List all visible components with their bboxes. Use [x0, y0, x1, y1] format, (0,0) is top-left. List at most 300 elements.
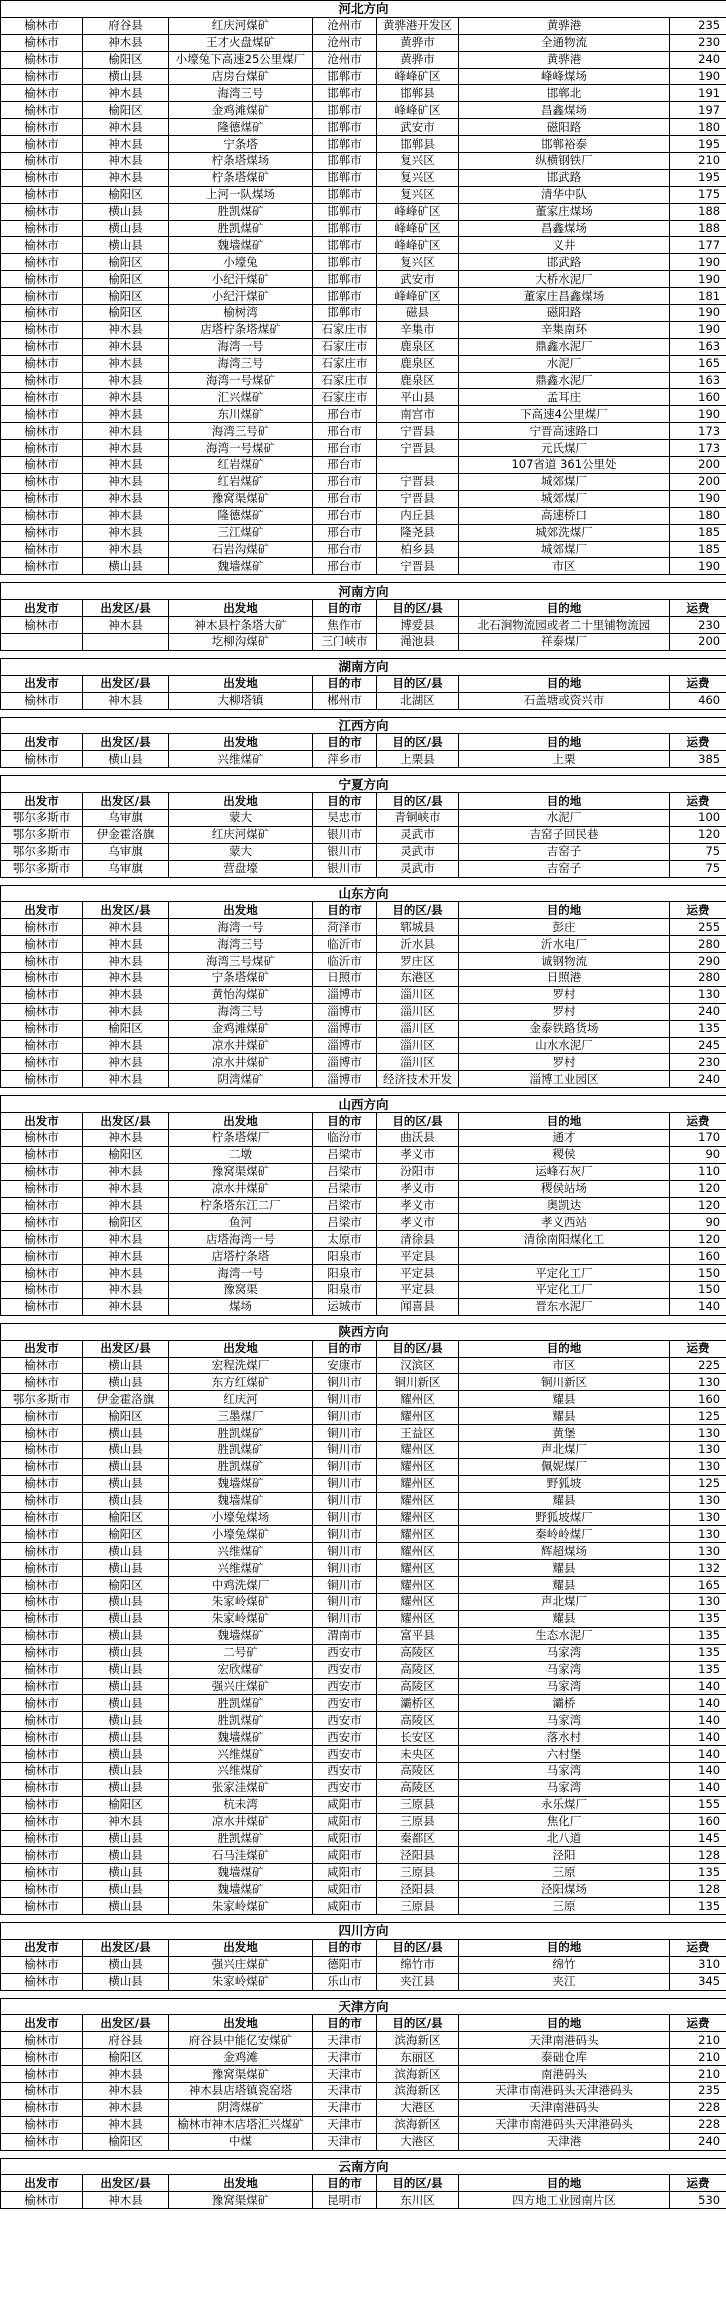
freight-cell: 235	[670, 2082, 726, 2099]
table-row	[1, 1475, 726, 1492]
table-cell: 红庆河	[169, 1391, 313, 1408]
table-cell: 隆尧县	[377, 524, 459, 541]
table-cell: 灵武市	[377, 826, 459, 843]
table-cell: 榆林市	[1, 34, 83, 51]
table-row	[1, 321, 726, 338]
table-cell: 魏墙煤矿	[169, 237, 313, 254]
table-cell: 天津市南港码头天津港码头	[459, 2082, 670, 2099]
table-cell: 榆林市	[1, 85, 83, 102]
table-cell: 渑池县	[377, 633, 459, 650]
table-cell: 榆阳区	[83, 1526, 169, 1543]
table-row	[1, 1830, 726, 1847]
freight-cell: 165	[670, 1577, 726, 1594]
header-row	[1, 1340, 726, 1357]
table-cell: 海湾一号	[169, 338, 313, 355]
table-cell: 城郊洗煤厂	[459, 524, 670, 541]
table-cell: 邢台市	[313, 490, 377, 507]
table-cell: 榆林市	[1, 1627, 83, 1644]
column-header: 目的地	[459, 734, 670, 751]
table-cell: 秦岭岭煤厂	[459, 1526, 670, 1543]
header-row	[1, 600, 726, 617]
table-cell: 滨海新区	[377, 2116, 459, 2133]
table-cell: 沧州市	[313, 17, 377, 34]
table-cell: 榆林市	[1, 1298, 83, 1315]
column-header: 运费	[670, 1939, 726, 1956]
table-row	[1, 406, 726, 423]
table-cell: 闻喜县	[377, 1298, 459, 1315]
table-cell: 店塔柠条塔煤矿	[169, 321, 313, 338]
table-cell: 榆林市	[1, 524, 83, 541]
table-cell: 107省道 361公里处	[459, 457, 670, 474]
table-cell: 榆林市	[1, 153, 83, 170]
table-cell: 朱家岭煤矿	[169, 1973, 313, 1990]
table-cell: 横山县	[83, 1847, 169, 1864]
section-title-row	[1, 776, 726, 793]
column-header: 出发市	[1, 1340, 83, 1357]
table-cell: 神木县	[83, 1163, 169, 1180]
table-cell: 平定县	[377, 1265, 459, 1282]
section-title: 山西方向	[1, 1096, 726, 1113]
table-row	[1, 969, 726, 986]
table-cell: 邯武路	[459, 254, 670, 271]
table-cell: 青铜峡市	[377, 809, 459, 826]
table-cell: 邯郸市	[313, 153, 377, 170]
table-row	[1, 186, 726, 203]
table-cell: 水泥厂	[459, 355, 670, 372]
column-header: 目的市	[313, 1113, 377, 1130]
table-row	[1, 1037, 726, 1054]
table-cell: 神木县	[83, 423, 169, 440]
table-cell: 榆林市	[1, 936, 83, 953]
table-cell: 中鸡洗煤厂	[169, 1577, 313, 1594]
table-cell: 鹿泉区	[377, 372, 459, 389]
table-cell: 磁阳路	[459, 119, 670, 136]
header-row	[1, 2015, 726, 2032]
table-cell: 宁条塔	[169, 136, 313, 153]
table-row	[1, 2099, 726, 2116]
table-row	[1, 203, 726, 220]
table-cell: 未央区	[377, 1746, 459, 1763]
table-cell: 汾阳市	[377, 1163, 459, 1180]
section-title-row	[1, 885, 726, 902]
freight-cell: 165	[670, 355, 726, 372]
table-cell: 榆阳区	[83, 271, 169, 288]
table-cell: 北湖区	[377, 692, 459, 709]
table-cell: 淄博市	[313, 986, 377, 1003]
table-row	[1, 1678, 726, 1695]
table-cell: 落水村	[459, 1729, 670, 1746]
table-cell: 榆林市	[1, 751, 83, 768]
column-header: 出发区/县	[83, 1113, 169, 1130]
table-cell: 榆林市	[1, 1526, 83, 1543]
table-cell: 朱家岭煤矿	[169, 1898, 313, 1915]
table-cell	[83, 633, 169, 650]
table-row	[1, 1864, 726, 1881]
table-cell: 邢台市	[313, 473, 377, 490]
table-cell: 榆林市	[1, 406, 83, 423]
table-cell: 二墩	[169, 1146, 313, 1163]
table-cell: 咸阳市	[313, 1898, 377, 1915]
table-cell: 神木县	[83, 936, 169, 953]
table-cell: 神木县	[83, 1054, 169, 1071]
freight-cell: 130	[670, 1526, 726, 1543]
table-cell: 榆林市	[1, 254, 83, 271]
table-cell: 郓城县	[377, 919, 459, 936]
column-header: 目的市	[313, 793, 377, 810]
table-cell: 榆阳区	[83, 102, 169, 119]
table-cell: 胜凯煤矿	[169, 1712, 313, 1729]
table-cell: 榆林市	[1, 17, 83, 34]
table-cell: 榆林市	[1, 2049, 83, 2066]
table-row	[1, 1408, 726, 1425]
table-cell: 杭未湾	[169, 1796, 313, 1813]
table-cell: 榆林市	[1, 1762, 83, 1779]
freight-cell: 130	[670, 1458, 726, 1475]
table-cell: 耀州区	[377, 1492, 459, 1509]
column-header: 出发地	[169, 1939, 313, 1956]
table-row	[1, 2049, 726, 2066]
table-cell: 金鸡滩	[169, 2049, 313, 2066]
table-cell: 榆林市	[1, 1661, 83, 1678]
table-cell: 横山县	[83, 1830, 169, 1847]
table-cell: 稷侯	[459, 1146, 670, 1163]
table-cell: 榆林市	[1, 1458, 83, 1475]
table-cell: 横山县	[83, 68, 169, 85]
table-cell: 咸阳市	[313, 1864, 377, 1881]
table-cell: 孝义市	[377, 1146, 459, 1163]
table-row	[1, 1661, 726, 1678]
table-cell: 天津市	[313, 2099, 377, 2116]
table-cell: 南宫市	[377, 406, 459, 423]
freight-cell: 240	[670, 1071, 726, 1088]
table-cell: 董家庄煤场	[459, 203, 670, 220]
table-cell: 乐山市	[313, 1973, 377, 1990]
table-cell: 海湾三号	[169, 355, 313, 372]
table-cell: 孝义市	[377, 1214, 459, 1231]
table-cell: 柠条塔煤矿	[169, 169, 313, 186]
table-cell: 天津市	[313, 2032, 377, 2049]
freight-cell: 280	[670, 936, 726, 953]
column-header: 运费	[670, 600, 726, 617]
table-cell: 昌鑫煤场	[459, 220, 670, 237]
table-cell: 宁晋县	[377, 423, 459, 440]
table-cell: 耀州区	[377, 1442, 459, 1459]
table-row	[1, 541, 726, 558]
table-row	[1, 558, 726, 575]
freight-cell: 120	[670, 1180, 726, 1197]
freight-cell: 75	[670, 860, 726, 877]
table-row	[1, 1560, 726, 1577]
table-cell: 诚钢物流	[459, 953, 670, 970]
column-header: 出发地	[169, 1340, 313, 1357]
table-cell: 城郊煤厂	[459, 541, 670, 558]
table-cell: 长安区	[377, 1729, 459, 1746]
table-cell: 金鸡滩煤矿	[169, 102, 313, 119]
table-cell: 三原县	[377, 1796, 459, 1813]
table-cell: 淄博市	[313, 1037, 377, 1054]
table-cell: 水泥厂	[459, 809, 670, 826]
freight-cell: 228	[670, 2116, 726, 2133]
freight-cell: 191	[670, 85, 726, 102]
table-cell: 清徐南阳煤化工	[459, 1231, 670, 1248]
table-cell: 神木县	[83, 1037, 169, 1054]
table-cell: 高陵区	[377, 1779, 459, 1796]
freight-cell: 130	[670, 986, 726, 1003]
table-cell: 天津市	[313, 2082, 377, 2099]
table-cell: 吕梁市	[313, 1214, 377, 1231]
freight-cell: 132	[670, 1560, 726, 1577]
freight-cell: 190	[670, 490, 726, 507]
section-gap	[1, 1914, 726, 1922]
table-cell: 邯郸市	[313, 288, 377, 305]
table-cell: 邢台市	[313, 423, 377, 440]
freight-cell: 180	[670, 119, 726, 136]
section-gap	[1, 1315, 726, 1323]
table-cell: 榆林市	[1, 2066, 83, 2083]
table-cell: 榆阳区	[83, 288, 169, 305]
table-cell: 武安市	[377, 271, 459, 288]
table-cell: 磁县	[377, 305, 459, 322]
column-header: 出发区/县	[83, 675, 169, 692]
table-cell: 小壕兔煤矿	[169, 1526, 313, 1543]
table-cell: 煤场	[169, 1298, 313, 1315]
table-cell: 乌审旗	[83, 860, 169, 877]
table-cell: 凉水井煤矿	[169, 1813, 313, 1830]
table-row	[1, 288, 726, 305]
table-cell: 神木县	[83, 1197, 169, 1214]
table-cell: 孝义市	[377, 1180, 459, 1197]
table-cell: 榆林市	[1, 1020, 83, 1037]
table-cell: 榆林市	[1, 2099, 83, 2116]
table-cell: 淄博市	[313, 1020, 377, 1037]
table-cell: 榆林市	[1, 1956, 83, 1973]
column-header: 目的区/县	[377, 793, 459, 810]
column-header: 出发市	[1, 1939, 83, 1956]
table-cell	[459, 1248, 670, 1265]
table-cell: 宁晋县	[377, 473, 459, 490]
section-title: 河南方向	[1, 583, 726, 600]
table-cell: 西安市	[313, 1712, 377, 1729]
table-cell: 榆林市	[1, 1054, 83, 1071]
freight-cell: 130	[670, 1543, 726, 1560]
table-cell: 铜川市	[313, 1408, 377, 1425]
table-cell: 天津南港码头	[459, 2032, 670, 2049]
table-cell: 耀州区	[377, 1577, 459, 1594]
table-cell: 榆林市	[1, 1577, 83, 1594]
table-cell: 灵武市	[377, 860, 459, 877]
section-gap	[1, 709, 726, 717]
table-cell: 榆林市	[1, 1543, 83, 1560]
freight-cell: 310	[670, 1956, 726, 1973]
table-cell: 榆阳区	[83, 254, 169, 271]
table-cell: 榆林市	[1, 953, 83, 970]
table-cell: 海湾三号煤矿	[169, 953, 313, 970]
table-cell: 祥泰煤厂	[459, 633, 670, 650]
table-cell: 秦都区	[377, 1830, 459, 1847]
table-row	[1, 1695, 726, 1712]
column-header: 目的区/县	[377, 2175, 459, 2192]
table-cell: 神木县	[83, 507, 169, 524]
freight-cell: 100	[670, 809, 726, 826]
section-title-row	[1, 1998, 726, 2015]
table-cell: 宏欣煤矿	[169, 1661, 313, 1678]
table-cell: 铜川市	[313, 1492, 377, 1509]
table-cell: 邯郸市	[313, 119, 377, 136]
table-cell: 宏程洗煤厂	[169, 1357, 313, 1374]
section-title: 河北方向	[1, 1, 726, 18]
section-title-row	[1, 1323, 726, 1340]
table-cell: 府谷县	[83, 2032, 169, 2049]
table-cell: 海湾一号煤矿	[169, 440, 313, 457]
column-header: 出发区/县	[83, 734, 169, 751]
table-cell: 胜凯煤矿	[169, 1425, 313, 1442]
table-cell: 王益区	[377, 1425, 459, 1442]
table-cell: 胜凯煤矿	[169, 1830, 313, 1847]
freight-cell: 130	[670, 1425, 726, 1442]
table-cell: 曲沃县	[377, 1130, 459, 1147]
freight-cell: 190	[670, 68, 726, 85]
table-cell: 宁晋县	[377, 440, 459, 457]
table-row	[1, 843, 726, 860]
table-cell: 耀州区	[377, 1509, 459, 1526]
table-cell: 吕梁市	[313, 1180, 377, 1197]
freight-cell: 255	[670, 919, 726, 936]
column-header: 目的地	[459, 793, 670, 810]
table-cell: 四方地工业园南片区	[459, 2192, 670, 2209]
table-cell: 红庆河煤矿	[169, 826, 313, 843]
table-cell: 吉窑子	[459, 860, 670, 877]
table-cell: 沧州市	[313, 34, 377, 51]
table-cell: 北八道	[459, 1830, 670, 1847]
freight-cell: 235	[670, 17, 726, 34]
freight-cell: 190	[670, 305, 726, 322]
table-cell: 榆林市	[1, 1864, 83, 1881]
table-cell: 耀县	[459, 1391, 670, 1408]
table-cell: 横山县	[83, 1695, 169, 1712]
table-cell: 淄川区	[377, 1054, 459, 1071]
section-gap	[1, 1990, 726, 1998]
table-cell: 红庆河煤矿	[169, 17, 313, 34]
table-cell: 胜凯煤矿	[169, 1442, 313, 1459]
table-cell: 高速桥口	[459, 507, 670, 524]
table-cell: 神木县	[83, 490, 169, 507]
freight-cell: 460	[670, 692, 726, 709]
table-cell: 蒙大	[169, 809, 313, 826]
table-cell: 红岩煤矿	[169, 473, 313, 490]
table-cell: 中煤	[169, 2133, 313, 2150]
table-cell: 隆德煤矿	[169, 507, 313, 524]
column-header: 目的地	[459, 1939, 670, 1956]
freight-cell: 185	[670, 541, 726, 558]
table-cell: 滨海新区	[377, 2066, 459, 2083]
table-cell: 邯郸市	[313, 169, 377, 186]
table-row	[1, 51, 726, 68]
freight-cell: 160	[670, 389, 726, 406]
table-cell: 峰峰矿区	[377, 102, 459, 119]
freight-cell: 135	[670, 1644, 726, 1661]
table-cell: 鄂尔多斯市	[1, 809, 83, 826]
table-cell: 渭南市	[313, 1627, 377, 1644]
table-cell: 铜川市	[313, 1577, 377, 1594]
column-header: 出发地	[169, 734, 313, 751]
table-cell: 豫窝渠煤矿	[169, 2066, 313, 2083]
freight-cell: 163	[670, 372, 726, 389]
column-header: 运费	[670, 2015, 726, 2032]
table-row	[1, 1146, 726, 1163]
table-cell: 神木县	[83, 986, 169, 1003]
table-cell: 府谷县	[83, 17, 169, 34]
table-cell: 黄骅市	[377, 51, 459, 68]
column-header: 目的地	[459, 2015, 670, 2032]
table-cell: 清徐县	[377, 1231, 459, 1248]
freight-cell: 160	[670, 1248, 726, 1265]
table-cell: 横山县	[83, 1678, 169, 1695]
table-cell: 柠条塔煤厂	[169, 1130, 313, 1147]
table-cell: 三墨煤厂	[169, 1408, 313, 1425]
table-cell: 耀州区	[377, 1560, 459, 1577]
table-cell: 二号矿	[169, 1644, 313, 1661]
freight-cell: 160	[670, 1813, 726, 1830]
table-cell: 胜凯煤矿	[169, 1458, 313, 1475]
freight-cell: 200	[670, 457, 726, 474]
table-cell: 邢台市	[313, 541, 377, 558]
table-cell: 西安市	[313, 1678, 377, 1695]
table-cell: 声北煤厂	[459, 1594, 670, 1611]
table-cell: 横山县	[83, 1973, 169, 1990]
table-cell: 三原	[459, 1898, 670, 1915]
table-cell: 邯郸市	[313, 102, 377, 119]
table-cell: 横山县	[83, 1881, 169, 1898]
table-cell: 强兴庄煤矿	[169, 1956, 313, 1973]
table-cell: 魏墙煤矿	[169, 1729, 313, 1746]
table-cell: 横山县	[83, 1492, 169, 1509]
freight-cell: 135	[670, 1020, 726, 1037]
table-cell: 横山县	[83, 558, 169, 575]
table-cell: 铜川新区	[377, 1374, 459, 1391]
table-cell: 店房台煤矿	[169, 68, 313, 85]
table-cell: 磁阳路	[459, 305, 670, 322]
table-cell: 神木县	[83, 692, 169, 709]
table-row	[1, 1282, 726, 1299]
column-header: 运费	[670, 734, 726, 751]
table-cell: 邢台市	[313, 406, 377, 423]
table-cell: 永乐煤厂	[459, 1796, 670, 1813]
table-cell: 铜川市	[313, 1594, 377, 1611]
table-cell: 海湾一号煤矿	[169, 372, 313, 389]
section-gap	[1, 575, 726, 583]
column-header: 目的地	[459, 1113, 670, 1130]
column-header: 目的市	[313, 1939, 377, 1956]
table-cell: 绵竹市	[377, 1956, 459, 1973]
table-cell: 榆林市	[1, 2032, 83, 2049]
table-cell: 泰础仓库	[459, 2049, 670, 2066]
table-cell: 榆林市	[1, 203, 83, 220]
table-cell: 横山县	[83, 751, 169, 768]
table-cell: 横山县	[83, 1357, 169, 1374]
table-cell: 神木县	[83, 1180, 169, 1197]
column-header: 目的区/县	[377, 600, 459, 617]
table-cell: 榆林市	[1, 2192, 83, 2209]
table-row	[1, 1729, 726, 1746]
table-cell: 海湾三号	[169, 1003, 313, 1020]
table-cell: 榆林市	[1, 1130, 83, 1147]
table-cell: 神木县	[83, 406, 169, 423]
table-cell: 滨海新区	[377, 2082, 459, 2099]
table-cell: 天津市	[313, 2116, 377, 2133]
table-cell: 宁晋县	[377, 558, 459, 575]
table-row	[1, 1054, 726, 1071]
header-row	[1, 902, 726, 919]
